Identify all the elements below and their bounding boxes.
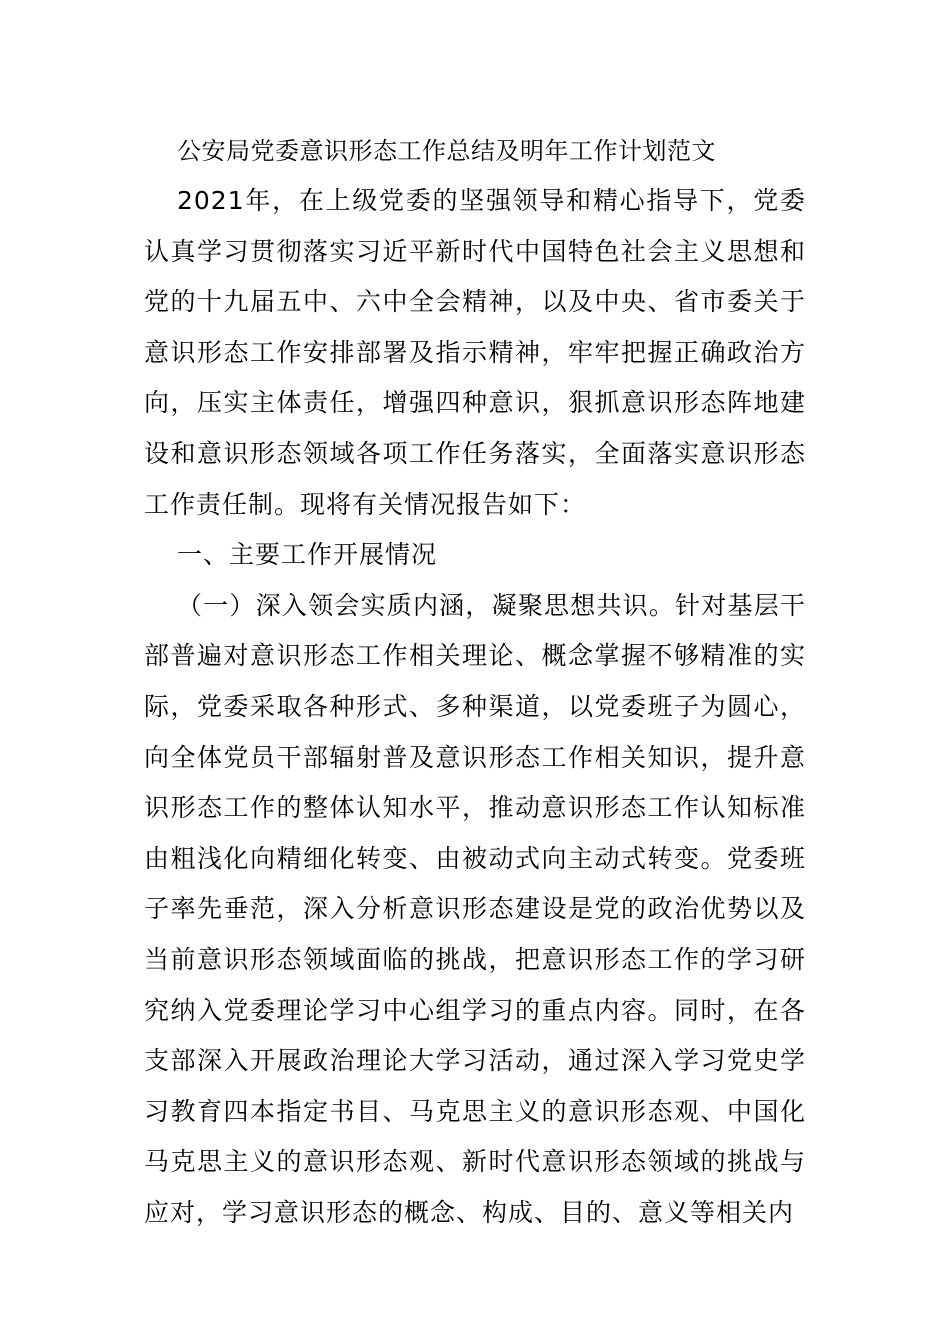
intro-paragraph: 2021年，在上级党委的坚强领导和精心指导下，党委认真学习贯彻落实习近平新时代中国特色社会主义思想和党的十九届五中、六中全会精神，以及中央、省市委关于意识形态工作安排部署及指示精神，牢牢把握正确政治方向，压实主体责任，增强四种意识，狠抓意识形态阵地建设和意识形态领域各项工作任务落实，全面落实意识形态工作责任制。现将有关情况报告如下： (144, 186, 806, 519)
subsection-paragraph: （一）深入领会实质内涵，凝聚思想共识。针对基层干部普遍对意识形态工作相关理论、概念掌握不够精准的实际，党委采取各种形式、多种渠道，以党委班子为圆心，向全体党员干部辐射普及意识形态工作相关知识，提升意识形态工作的整体认知水平，推动意识形态工作认知标准由粗浅化向精细化转变、由被动式向主动式转变。党委班子率先垂范，深入分析意识形态建设是党的政治优势以及当前意识形态领域面临的挑战，把意识形态工作的学习研究纳入党委理论学习中心组学习的重点内容。同时，在各支部深入开展政治理论大学习活动，通过深入学习党史学习教育四本指定书目、马克思主义的意识形态观、中国化马克思主义的意识形态观、新时代意识形态领域的挑战与应对，学习意识形态的概念、构成、目的、意义等相关内 (144, 590, 806, 1227)
section-heading: 一、主要工作开展情况 (177, 540, 438, 570)
document-body (144, 126, 806, 1238)
document-title: 公安局党委意识形态工作总结及明年工作计划范文 (177, 137, 716, 165)
